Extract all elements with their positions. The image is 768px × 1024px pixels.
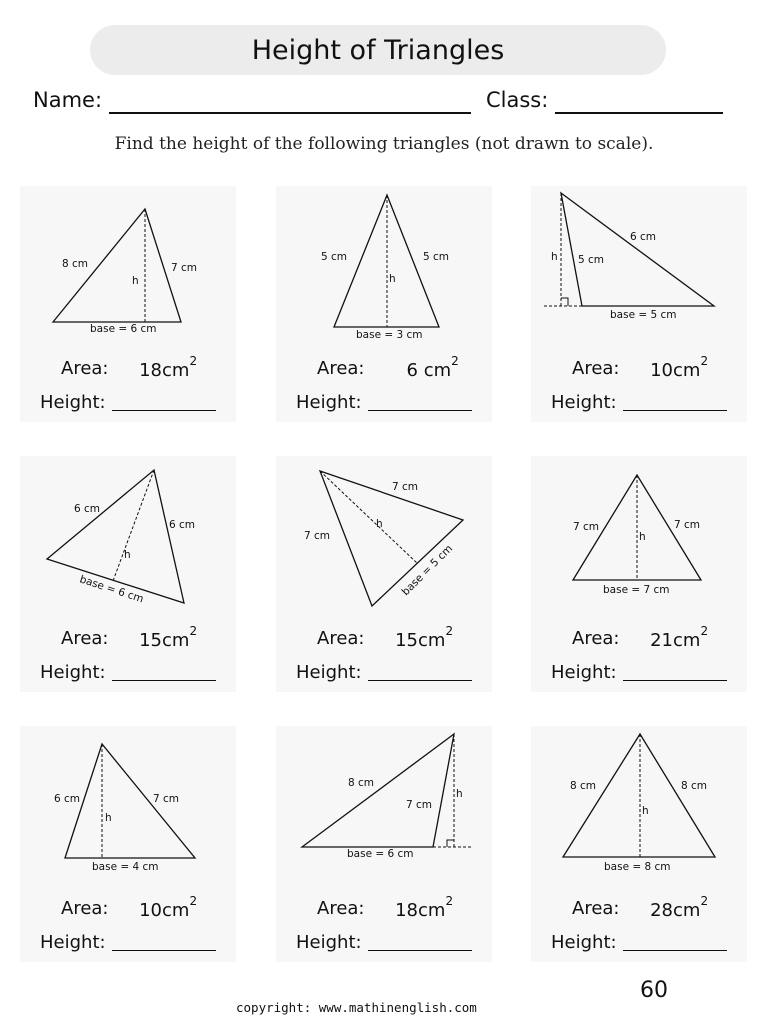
height-answer-line[interactable]	[112, 410, 216, 411]
area-row	[276, 354, 492, 384]
base-label: base = 5 cm	[399, 542, 456, 599]
area-label: Area:	[317, 628, 365, 649]
class-label: Class:	[486, 88, 549, 112]
name-class-row	[33, 86, 733, 118]
side-label: 8 cm	[570, 780, 597, 792]
triangle-diagram	[276, 186, 492, 356]
area-label: Area:	[572, 898, 620, 919]
triangle-diagram	[20, 186, 236, 356]
problem-card	[276, 726, 492, 962]
height-answer-line[interactable]	[623, 680, 727, 681]
height-answer-line[interactable]	[623, 410, 727, 411]
height-label-text: Height:	[40, 662, 106, 683]
class-blank-line[interactable]	[555, 112, 723, 114]
side-label: 6 cm	[169, 519, 196, 531]
height-label-text: Height:	[296, 932, 362, 953]
right-angle-marker	[561, 298, 568, 306]
base-label: base = 6 cm	[90, 323, 157, 335]
height-label-text: Height:	[296, 662, 362, 683]
side-label: 7 cm	[674, 519, 701, 531]
area-row	[20, 894, 236, 924]
height-row	[276, 930, 492, 956]
height-row	[20, 660, 236, 686]
problem-card	[20, 186, 236, 422]
area-row	[276, 894, 492, 924]
triangle-diagram	[531, 186, 747, 356]
height-label: h	[124, 549, 131, 561]
height-label: h	[456, 788, 463, 800]
area-label: Area:	[317, 358, 365, 379]
side-label: 5 cm	[423, 251, 450, 263]
instructions: Find the height of the following triangles (not drawn to scale).	[114, 134, 654, 154]
copyright-text: copyright: www.mathinenglish.com	[236, 1000, 477, 1015]
triangle-shape	[563, 734, 715, 857]
problem-card	[276, 186, 492, 422]
height-answer-line[interactable]	[112, 950, 216, 951]
problem-card	[276, 456, 492, 692]
side-label: 7 cm	[171, 262, 198, 274]
area-label: Area:	[61, 628, 109, 649]
base-label: base = 3 cm	[356, 329, 423, 341]
area-value: $10cm^2$	[650, 354, 709, 381]
area-row	[531, 624, 747, 654]
triangle-diagram	[531, 456, 747, 626]
area-row	[531, 894, 747, 924]
page-number: 60	[640, 978, 668, 1003]
problem-card	[531, 456, 747, 692]
height-label-text: Height:	[551, 392, 617, 413]
triangle-shape	[302, 734, 454, 847]
triangle-diagram	[276, 456, 492, 626]
side-label: 7 cm	[406, 799, 433, 811]
area-value: $10cm^2$	[139, 894, 198, 921]
area-value: $18cm^2$	[395, 894, 454, 921]
right-angle-marker	[447, 840, 454, 847]
side-label: 6 cm	[54, 793, 81, 805]
base-label: base = 6 cm	[78, 573, 146, 606]
name-label: Name:	[33, 88, 103, 112]
side-label: 7 cm	[392, 481, 419, 493]
side-label: 5 cm	[321, 251, 348, 263]
side-label: 5 cm	[578, 254, 605, 266]
height-label-text: Height:	[40, 392, 106, 413]
base-label: base = 5 cm	[610, 309, 677, 321]
area-row	[20, 354, 236, 384]
area-label: Area:	[61, 898, 109, 919]
problem-card	[20, 456, 236, 692]
area-label: Area:	[572, 628, 620, 649]
area-row	[276, 624, 492, 654]
problem-card	[531, 726, 747, 962]
worksheet-title-pill	[90, 25, 666, 75]
height-label: h	[105, 812, 112, 824]
height-label: h	[376, 518, 383, 530]
height-label-text: Height:	[40, 932, 106, 953]
height-answer-line[interactable]	[368, 950, 472, 951]
triangle-shape	[47, 470, 184, 606]
area-label: Area:	[61, 358, 109, 379]
base-label: base = 4 cm	[92, 861, 159, 873]
area-label: Area:	[572, 358, 620, 379]
problem-card	[20, 726, 236, 962]
height-label-text: Height:	[551, 932, 617, 953]
height-answer-line[interactable]	[623, 950, 727, 951]
side-label: 8 cm	[62, 258, 89, 270]
area-label: Area:	[317, 898, 365, 919]
side-label: 7 cm	[573, 521, 600, 533]
area-row	[20, 624, 236, 654]
height-label: h	[642, 805, 649, 817]
name-blank-line[interactable]	[109, 112, 471, 114]
side-label: 7 cm	[153, 793, 180, 805]
base-label: base = 7 cm	[603, 584, 670, 596]
height-row	[20, 390, 236, 416]
triangle-diagram	[20, 726, 236, 896]
area-value: 6 $cm^2$	[406, 354, 459, 381]
height-answer-line[interactable]	[368, 410, 472, 411]
height-label: h	[132, 275, 139, 287]
triangle-diagram	[20, 456, 236, 626]
area-row	[531, 354, 747, 384]
height-label: h	[389, 273, 396, 285]
height-label-text: Height:	[551, 662, 617, 683]
base-label: base = 6 cm	[347, 848, 414, 860]
area-value: $18cm^2$	[139, 354, 198, 381]
side-label: 6 cm	[630, 231, 657, 243]
area-value: $15cm^2$	[139, 624, 198, 651]
height-row	[20, 930, 236, 956]
problem-card	[531, 186, 747, 422]
triangle-diagram	[531, 726, 747, 896]
area-value: $28cm^2$	[650, 894, 709, 921]
height-row	[531, 930, 747, 956]
side-label: 8 cm	[348, 777, 375, 789]
triangle-shape	[561, 193, 714, 306]
height-row	[276, 660, 492, 686]
base-label: base = 8 cm	[604, 861, 671, 873]
side-label: 6 cm	[74, 503, 101, 515]
height-answer-line[interactable]	[368, 680, 472, 681]
height-label-text: Height:	[296, 392, 362, 413]
side-label: 7 cm	[304, 530, 331, 542]
height-label: h	[551, 251, 558, 263]
height-row	[276, 390, 492, 416]
area-value: $15cm^2$	[395, 624, 454, 651]
triangle-diagram	[276, 726, 492, 896]
height-answer-line[interactable]	[112, 680, 216, 681]
height-label: h	[639, 531, 646, 543]
side-label: 8 cm	[681, 780, 708, 792]
height-row	[531, 660, 747, 686]
worksheet-title: Height of Triangles	[251, 34, 505, 66]
height-row	[531, 390, 747, 416]
area-value: $21cm^2$	[650, 624, 709, 651]
